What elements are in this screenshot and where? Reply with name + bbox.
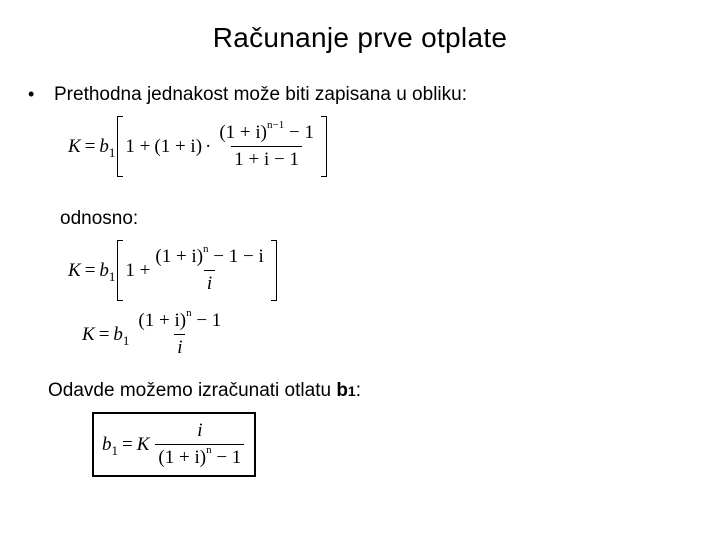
f3-lhs: K bbox=[82, 323, 95, 345]
f1-eq: = bbox=[84, 135, 96, 157]
f1-bracket-left bbox=[117, 116, 123, 177]
f1-fraction bbox=[216, 119, 317, 171]
f1-numerator bbox=[216, 119, 317, 146]
f2-num-rest: − 1 − i bbox=[213, 246, 264, 267]
formula-1 bbox=[68, 119, 329, 171]
f2-num-exp: n bbox=[203, 243, 209, 255]
f2-b: b bbox=[99, 259, 109, 281]
f1-b-sub: 1 bbox=[108, 144, 116, 160]
f2-fraction bbox=[152, 243, 266, 295]
f3-num-rest: − 1 bbox=[196, 310, 222, 331]
label-odavde-b: b bbox=[336, 380, 348, 401]
label-odavde bbox=[48, 380, 361, 402]
f4-den-paren: (1 + i) bbox=[158, 447, 207, 468]
f4-denominator bbox=[155, 444, 244, 469]
f1-num-exp: n−1 bbox=[267, 119, 285, 131]
bullet-item bbox=[28, 84, 467, 106]
f1-lhs: K bbox=[68, 135, 81, 157]
f3-denominator: i bbox=[174, 334, 185, 359]
bullet-icon: • bbox=[28, 84, 35, 104]
f2-b-sub: 1 bbox=[108, 268, 116, 284]
f2-denominator: i bbox=[204, 270, 215, 295]
f2-lhs: K bbox=[68, 259, 81, 281]
f4-den-rest: − 1 bbox=[216, 447, 242, 468]
f4-numerator: i bbox=[197, 420, 203, 441]
f1-one-plus: 1 + bbox=[125, 135, 151, 157]
label-odavde-b-sub: 1 bbox=[347, 383, 356, 399]
f2-one-plus: 1 + bbox=[125, 259, 151, 281]
f1-num-paren: (1 + i) bbox=[219, 122, 268, 143]
f1-b: b bbox=[99, 135, 109, 157]
f4-K: K bbox=[136, 433, 150, 455]
f4-den-exp: n bbox=[206, 444, 212, 456]
bullet-text: Prethodna jednakost može biti zapisana u obliku: bbox=[54, 84, 467, 105]
f2-num-paren: (1 + i) bbox=[155, 246, 204, 267]
f1-num-rest: − 1 bbox=[288, 122, 314, 143]
f4-fraction bbox=[155, 420, 244, 469]
f2-bracket-left bbox=[117, 240, 123, 301]
f3-eq: = bbox=[98, 323, 110, 345]
f2-bracket-right bbox=[271, 240, 277, 301]
f1-bracket-right bbox=[321, 116, 327, 177]
formula-3 bbox=[82, 307, 226, 359]
f3-num-exp: n bbox=[186, 307, 192, 319]
label-odnosno: odnosno: bbox=[60, 208, 139, 229]
f2-eq: = bbox=[84, 259, 96, 281]
f4-lhs: b bbox=[102, 433, 112, 455]
f4-lhs-sub: 1 bbox=[111, 442, 118, 458]
f1-denominator: 1 + i − 1 bbox=[231, 146, 302, 171]
label-odavde-text: Odavde možemo izračunati otlatu bbox=[48, 380, 337, 401]
f2-numerator bbox=[152, 243, 266, 270]
label-odavde-colon: : bbox=[355, 380, 361, 401]
formula-2 bbox=[68, 243, 279, 295]
f3-numerator bbox=[135, 307, 224, 334]
f3-b: b bbox=[113, 323, 123, 345]
f3-num-paren: (1 + i) bbox=[138, 310, 187, 331]
f4-eq: = bbox=[122, 433, 133, 455]
f3-fraction bbox=[135, 307, 224, 359]
f3-b-sub: 1 bbox=[122, 332, 130, 348]
f1-dot: · bbox=[205, 135, 212, 157]
f1-paren-expr: (1 + i) bbox=[154, 135, 203, 157]
slide-title: Računanje prve otplate bbox=[212, 22, 508, 53]
formula-4-boxed bbox=[92, 412, 256, 477]
